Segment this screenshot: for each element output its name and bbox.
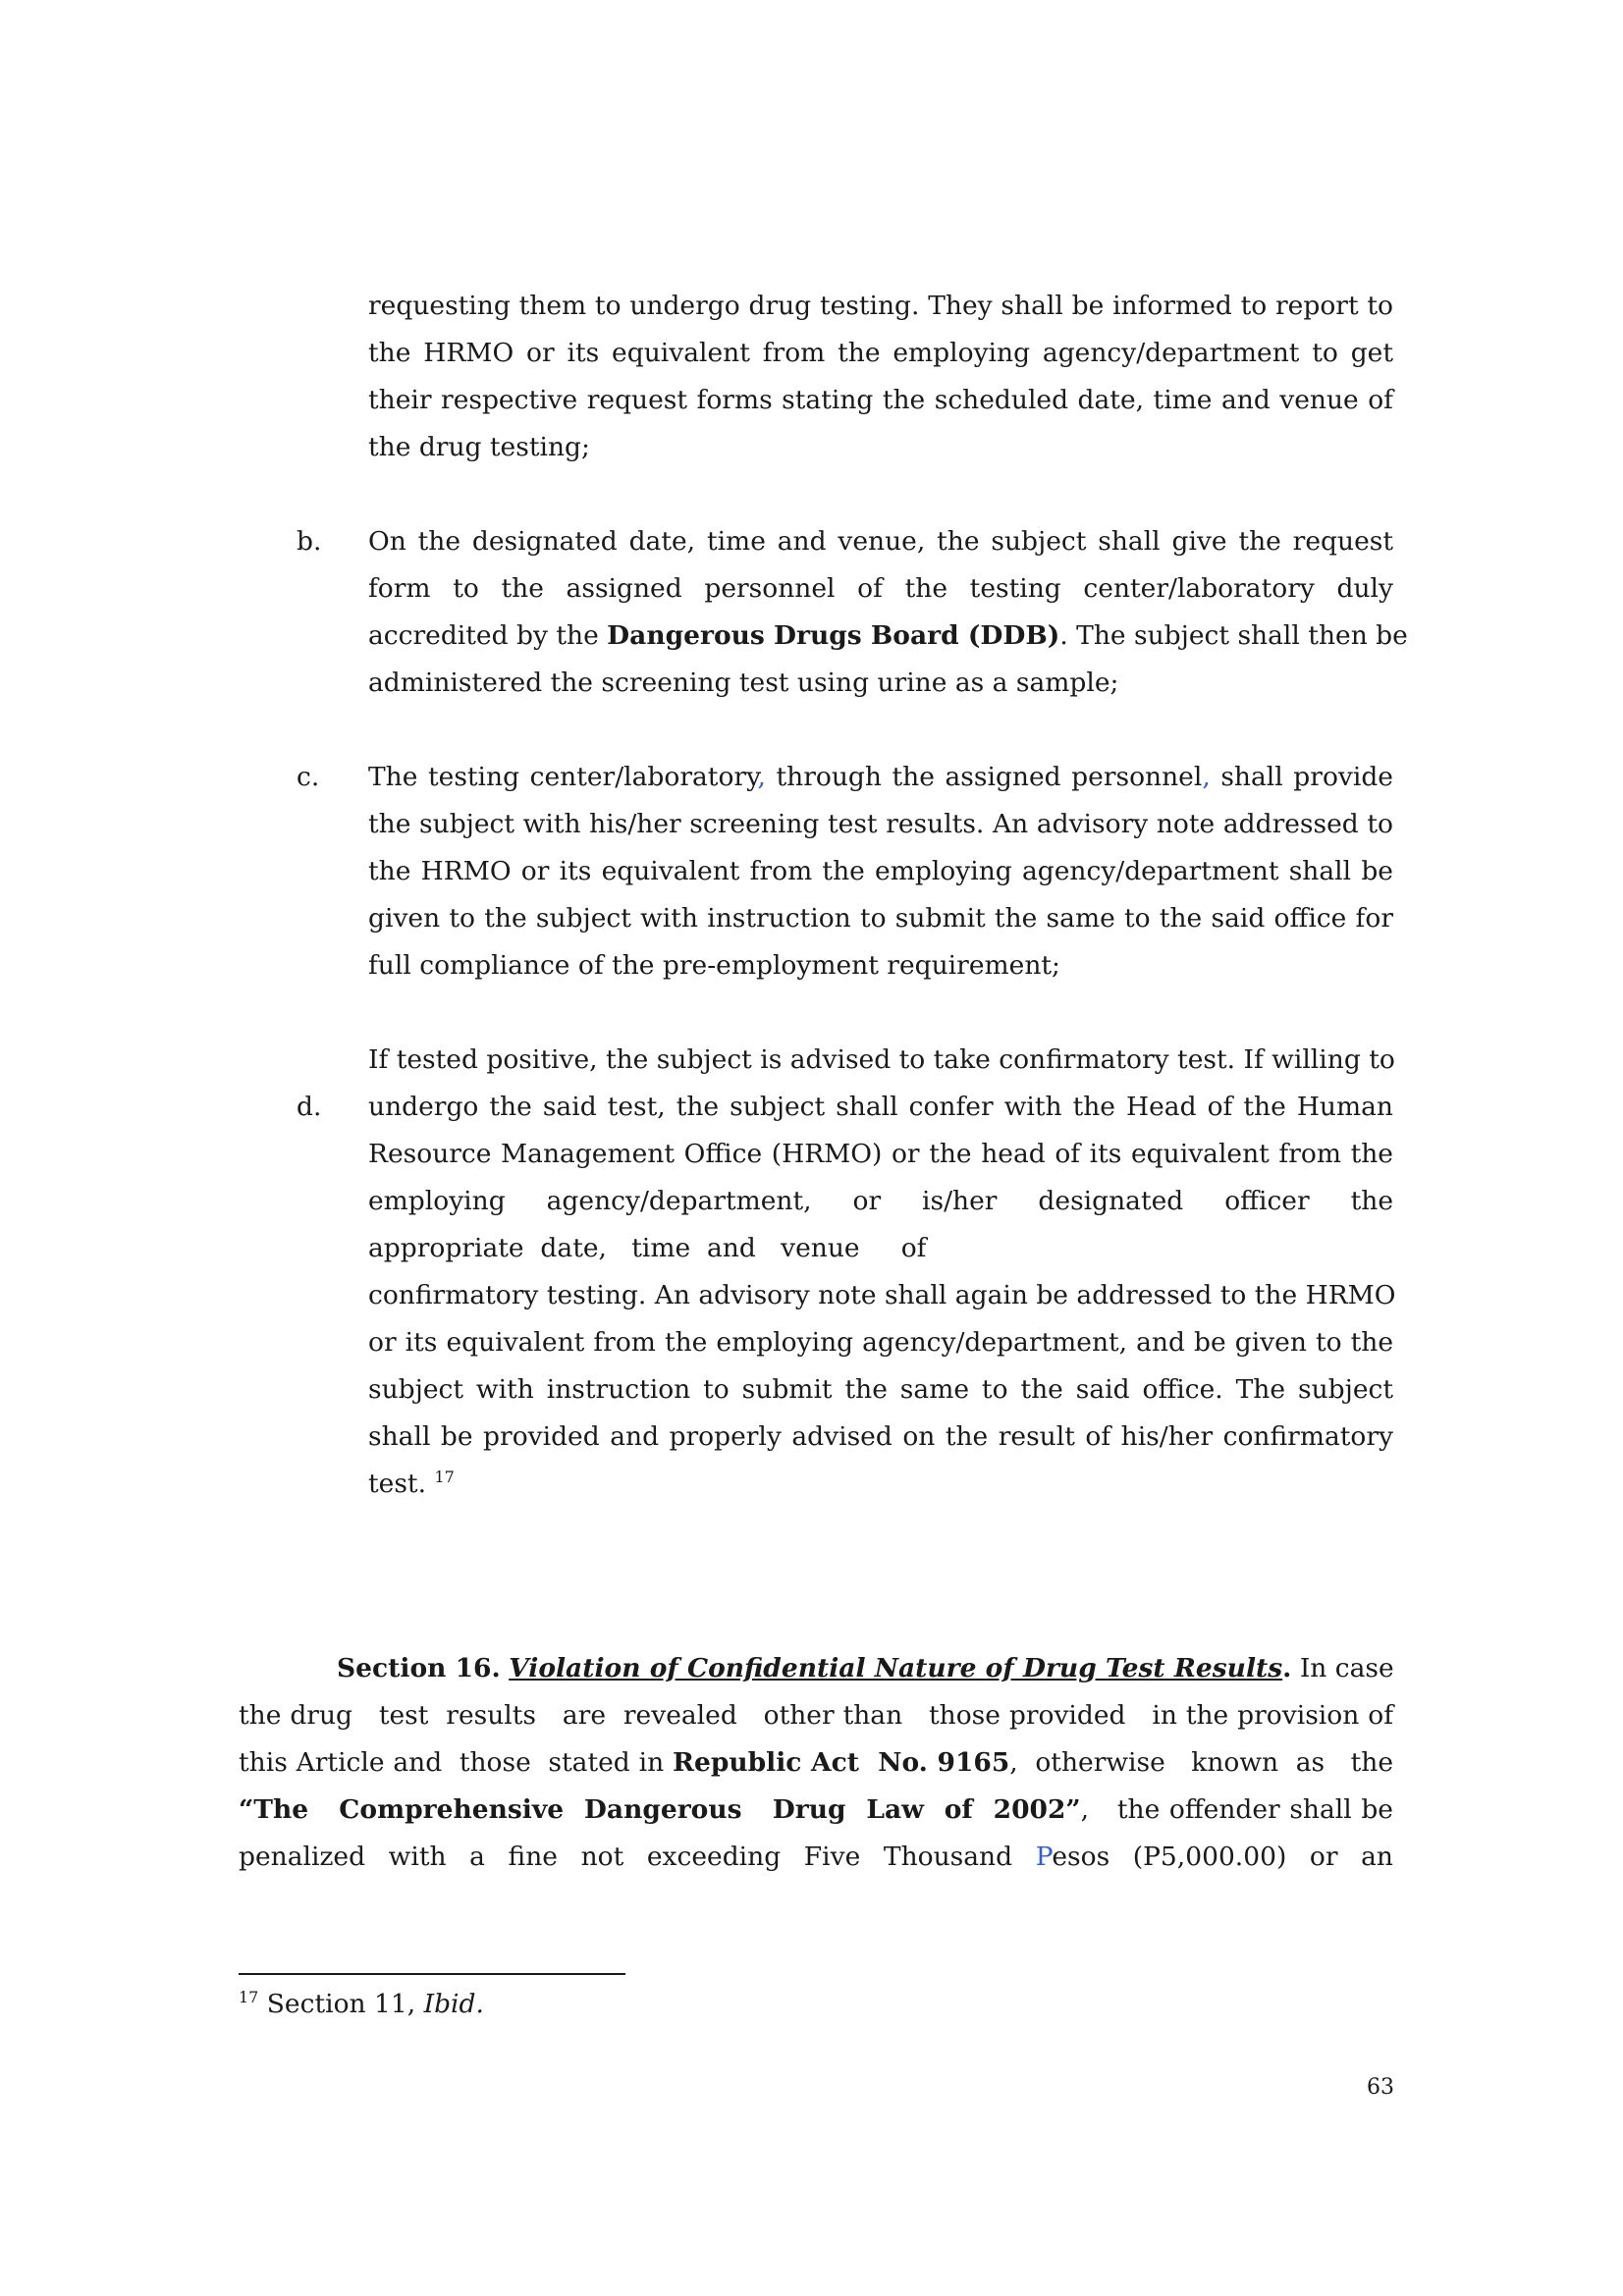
text-line: full compliance of the pre-employment requirement; bbox=[368, 950, 1060, 981]
text-line: subject with instruction to submit the same to the said office. The subject bbox=[368, 1374, 1393, 1405]
text-line: the subject with his/her screening test results. An advisory note addressed to bbox=[368, 809, 1393, 839]
text-line bbox=[239, 1834, 1393, 1881]
text-line: appropriate date, time and venue of bbox=[368, 1233, 927, 1263]
item-b-marker: b. bbox=[297, 526, 322, 557]
text-line bbox=[368, 754, 1393, 801]
text-run: , the offender shall be bbox=[1080, 1794, 1393, 1825]
text-line: confirmatory testing. An advisory note shall again be addressed to the HRMO bbox=[368, 1280, 1396, 1310]
text-line: On the designated date, time and venue, the subject shall give the request bbox=[368, 526, 1393, 557]
law-reference: Republic Act No. 9165 bbox=[672, 1747, 1010, 1778]
item-c-paragraph bbox=[368, 754, 1393, 989]
text-line: If tested positive, the subject is advised to take confirmatory test. If willing to bbox=[368, 1044, 1395, 1075]
inserted-comma: , bbox=[757, 762, 766, 792]
text-line: shall be provided and properly advised on the result of his/her confirmatory bbox=[368, 1421, 1393, 1452]
text-line: the drug testing; bbox=[368, 432, 590, 462]
footnote-reference: 17 bbox=[434, 1468, 455, 1487]
item-d-paragraph bbox=[368, 1037, 1396, 1508]
text-line bbox=[368, 613, 1408, 660]
footnote-number: 17 bbox=[239, 1988, 259, 2007]
text-run: In case bbox=[1291, 1653, 1394, 1683]
text-line: the HRMO or its equivalent from the employing agency/department to get bbox=[368, 338, 1393, 368]
text-line bbox=[239, 1787, 1393, 1834]
text-run: through the assigned personnel bbox=[765, 762, 1203, 792]
text-run: The testing center/laboratory bbox=[368, 762, 758, 792]
item-b-paragraph bbox=[368, 518, 1408, 707]
text-run: test. bbox=[368, 1468, 435, 1499]
text-line: employing agency/department, or is/her designated officer the bbox=[368, 1186, 1393, 1216]
inserted-comma: , bbox=[1202, 762, 1211, 792]
page-number: 63 bbox=[1367, 2075, 1394, 2100]
text-line bbox=[239, 1739, 1393, 1787]
text-run: accredited by the bbox=[368, 620, 608, 651]
footnote bbox=[239, 1985, 484, 2024]
item-d-marker: d. bbox=[297, 1092, 322, 1122]
text-run: this Article and those stated in bbox=[239, 1747, 673, 1778]
section-16-paragraph bbox=[239, 1645, 1393, 1881]
item-a-continuation bbox=[368, 283, 1393, 471]
item-c-marker: c. bbox=[297, 762, 320, 792]
text-line: undergo the said test, the subject shall confer with the Head of the Human bbox=[368, 1092, 1393, 1122]
text-line: administered the screening test using urine as a sample; bbox=[368, 667, 1119, 698]
law-title: “The Comprehensive Dangerous Drug Law of 2002” bbox=[239, 1794, 1081, 1825]
text-run: penalized with a fine not exceeding Five Thousand bbox=[239, 1842, 1036, 1872]
footnote-ibid: Ibid. bbox=[423, 1989, 484, 2019]
edited-letter: P bbox=[1035, 1842, 1053, 1872]
text-line: or its equivalent from the employing agency/department, and be given to the bbox=[368, 1327, 1393, 1358]
text-line: requesting them to undergo drug testing. They shall be informed to report to bbox=[368, 291, 1393, 321]
footnote-text: Section 11, bbox=[258, 1989, 424, 2019]
text-line bbox=[239, 1645, 1393, 1692]
text-line: their respective request forms stating the scheduled date, time and venue of bbox=[368, 385, 1393, 415]
footnote-separator bbox=[239, 1973, 625, 1975]
section-title: Violation of Confidential Nature of Drug Test Results bbox=[509, 1653, 1283, 1683]
text-line bbox=[368, 1461, 1393, 1508]
text-line: Resource Management Office (HRMO) or the head of its equivalent from the bbox=[368, 1139, 1393, 1169]
text-run: shall provide bbox=[1210, 762, 1393, 792]
section-title-period: . bbox=[1282, 1653, 1292, 1683]
text-line: the drug test results are revealed other than those provided in the provision of bbox=[239, 1700, 1393, 1731]
section-label: Section 16. bbox=[337, 1653, 501, 1683]
text-run: , otherwise known as the bbox=[1009, 1747, 1393, 1778]
text-line: form to the assigned personnel of the testing center/laboratory duly bbox=[368, 573, 1393, 604]
ddb-name: Dangerous Drugs Board (DDB) bbox=[607, 620, 1060, 651]
text-line: the HRMO or its equivalent from the employing agency/department shall be bbox=[368, 856, 1393, 886]
text-run: . The subject shall then be bbox=[1059, 620, 1408, 651]
text-run: esos (P5,000.00) or an bbox=[1052, 1842, 1393, 1872]
text-line: given to the subject with instruction to submit the same to the said office for bbox=[368, 903, 1393, 934]
